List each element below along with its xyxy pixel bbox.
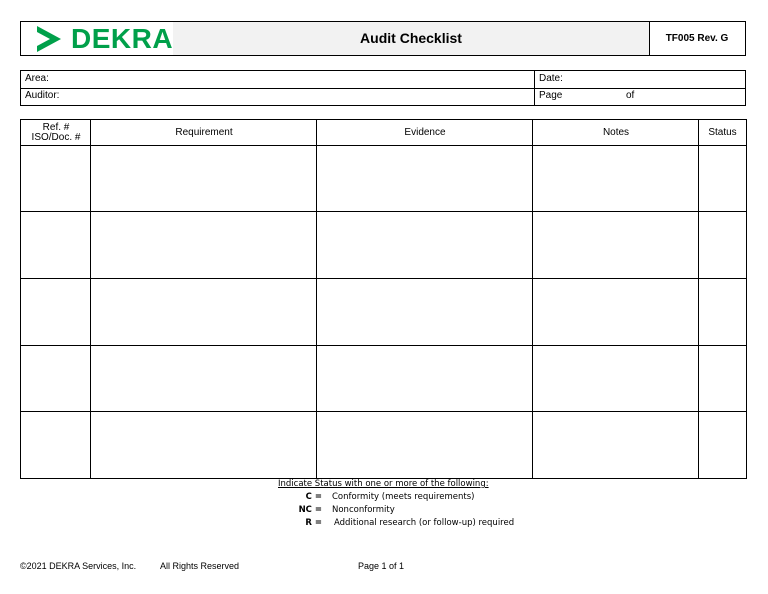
col-divider	[90, 120, 91, 478]
area-label: Area:	[25, 73, 49, 84]
info-divider	[534, 71, 535, 105]
col-evidence-header: Evidence	[404, 126, 446, 138]
dekra-arrow-icon	[34, 24, 64, 54]
page-label: Page	[539, 90, 563, 101]
auditor-label: Auditor:	[25, 90, 60, 101]
legend-code-r: R =	[305, 518, 322, 528]
col-notes-header: Notes	[602, 126, 630, 138]
legend-title: Indicate Status with one or more of the following:	[278, 479, 489, 489]
form-code: TF005 Rev. G	[665, 33, 729, 44]
footer-rights: All Rights Reserved	[160, 561, 240, 571]
table-header	[21, 120, 746, 146]
row-divider	[21, 345, 746, 346]
area-row	[21, 71, 745, 89]
legend-code-c: C =	[305, 492, 322, 502]
logo-text: DEKRA	[71, 23, 174, 54]
col-ref-header: Ref. # ISO/Doc. #	[31, 121, 81, 143]
row-divider	[21, 211, 746, 212]
row-divider	[21, 411, 746, 412]
col-divider	[698, 120, 699, 478]
dekra-logo	[21, 22, 174, 55]
date-label: Date:	[539, 73, 563, 84]
checklist-table	[20, 119, 747, 479]
col-divider	[316, 120, 317, 478]
footer-page: Page 1 of 1	[358, 561, 405, 571]
col-status-header: Status	[708, 126, 737, 138]
of-label: of	[626, 90, 635, 101]
auditor-row	[21, 88, 745, 105]
legend-code-nc: NC =	[298, 505, 322, 515]
col-requirement-header: Requirement	[175, 126, 233, 138]
col-divider	[532, 120, 533, 478]
legend-text-c: Conformity (meets requirements)	[332, 492, 475, 502]
legend-text-nc: Nonconformity	[332, 505, 395, 515]
form-header	[20, 21, 746, 56]
page-title: Audit Checklist	[173, 22, 650, 55]
row-divider	[21, 278, 746, 279]
audit-info-block	[20, 70, 746, 106]
legend-text-r: Additional research (or follow-up) required	[334, 518, 515, 528]
footer-copyright: ©2021 DEKRA Services, Inc.	[20, 561, 137, 571]
